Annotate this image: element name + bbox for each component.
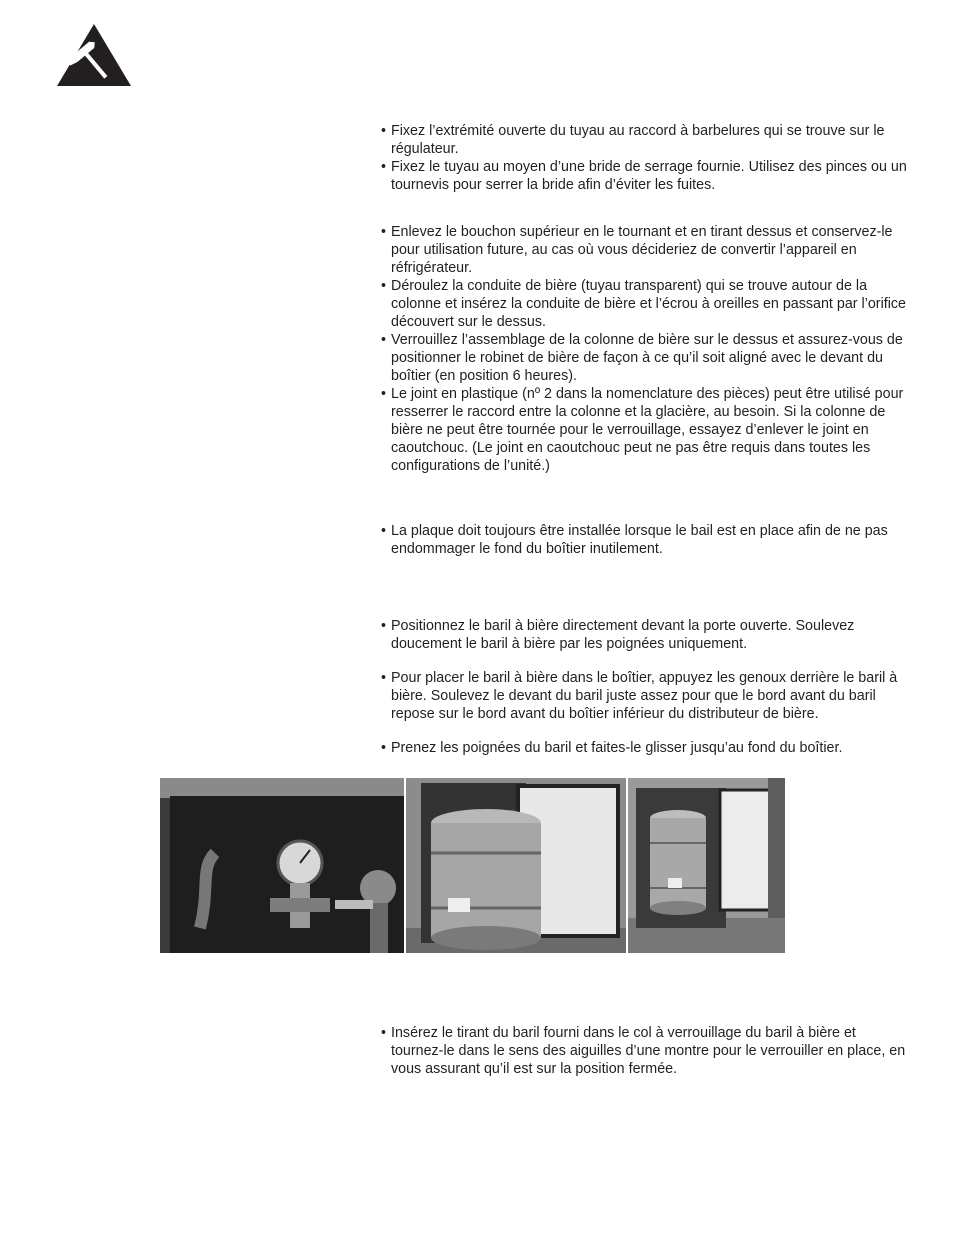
list-item: • Déroulez la conduite de bière (tuyau transparent) qui se trouve autour de la colonne et insérez la conduite de bière et l’écrou à oreilles en passant par l’orifice découvert sur le dessus. [381, 277, 911, 331]
hose-instructions-list [381, 122, 911, 194]
hammer-icon [57, 24, 131, 86]
list-item: • Verrouillez l’assemblage de la colonne de bière sur le dessus et assurez-vous de positionner le robinet de bière de façon à ce qu’il soit aligné avec le devant du boîtier (en position 6 heures). [381, 331, 911, 385]
list-item: • Insérez le tirant du baril fourni dans le col à verrouillage du baril à bière et tournez-le dans le sens des aiguilles d’une montre pour le verrouiller en place, en vous assurant qu’il est sur la position fermée. [381, 1024, 911, 1078]
list-item: • Positionnez le baril à bière directement devant la porte ouverte. Soulevez doucement le baril à bière par les poignées uniquement. [381, 617, 911, 653]
list-item: • La plaque doit toujours être installée lorsque le bail est en place afin de ne pas endommager le fond du boîtier inutilement. [381, 522, 911, 558]
list-item: • Prenez les poignées du baril et faites-le glisser jusqu’au fond du boîtier. [381, 739, 911, 757]
regulator-photo [160, 778, 404, 953]
keg-front-photo [406, 778, 626, 953]
keg-inside-photo [628, 778, 785, 953]
keg-coupler-instructions-list [381, 1024, 911, 1078]
hammer-logo [57, 24, 131, 86]
list-item: • Fixez le tuyau au moyen d’une bride de serrage fournie. Utilisez des pinces ou un tournevis pour serrer la bride afin d’éviter les fuites. [381, 158, 911, 194]
list-item: • Enlevez le bouchon supérieur en le tournant et en tirant dessus et conservez-le pour utilisation future, au cas où vous décideriez de convertir l’appareil en réfrigérateur. [381, 223, 911, 277]
list-item: • Fixez l’extrémité ouverte du tuyau au raccord à barbelures qui se trouve sur le régulateur. [381, 122, 911, 158]
beer-column-instructions-list [381, 223, 911, 475]
list-item: • Pour placer le baril à bière dans le boîtier, appuyez les genoux derrière le baril à bière. Soulevez le devant du baril juste assez pour que le bord avant du baril repose sur le bord avant du boîtier inférieur du distributeur de bière. [381, 669, 911, 723]
list-item: • Le joint en plastique (nº 2 dans la nomenclature des pièces) peut être utilisé pour resserrer le raccord entre la colonne et la glacière, au besoin. Si la colonne de bière ne peut être tournée pour le verrouillage, essayez d’enlever le joint en caoutchouc. (Le joint en caoutchouc peut ne pas être requis dans toutes les configurations de l’unité.) [381, 385, 911, 475]
plate-instructions-list [381, 522, 911, 558]
keg-placement-instructions-list [381, 617, 911, 757]
